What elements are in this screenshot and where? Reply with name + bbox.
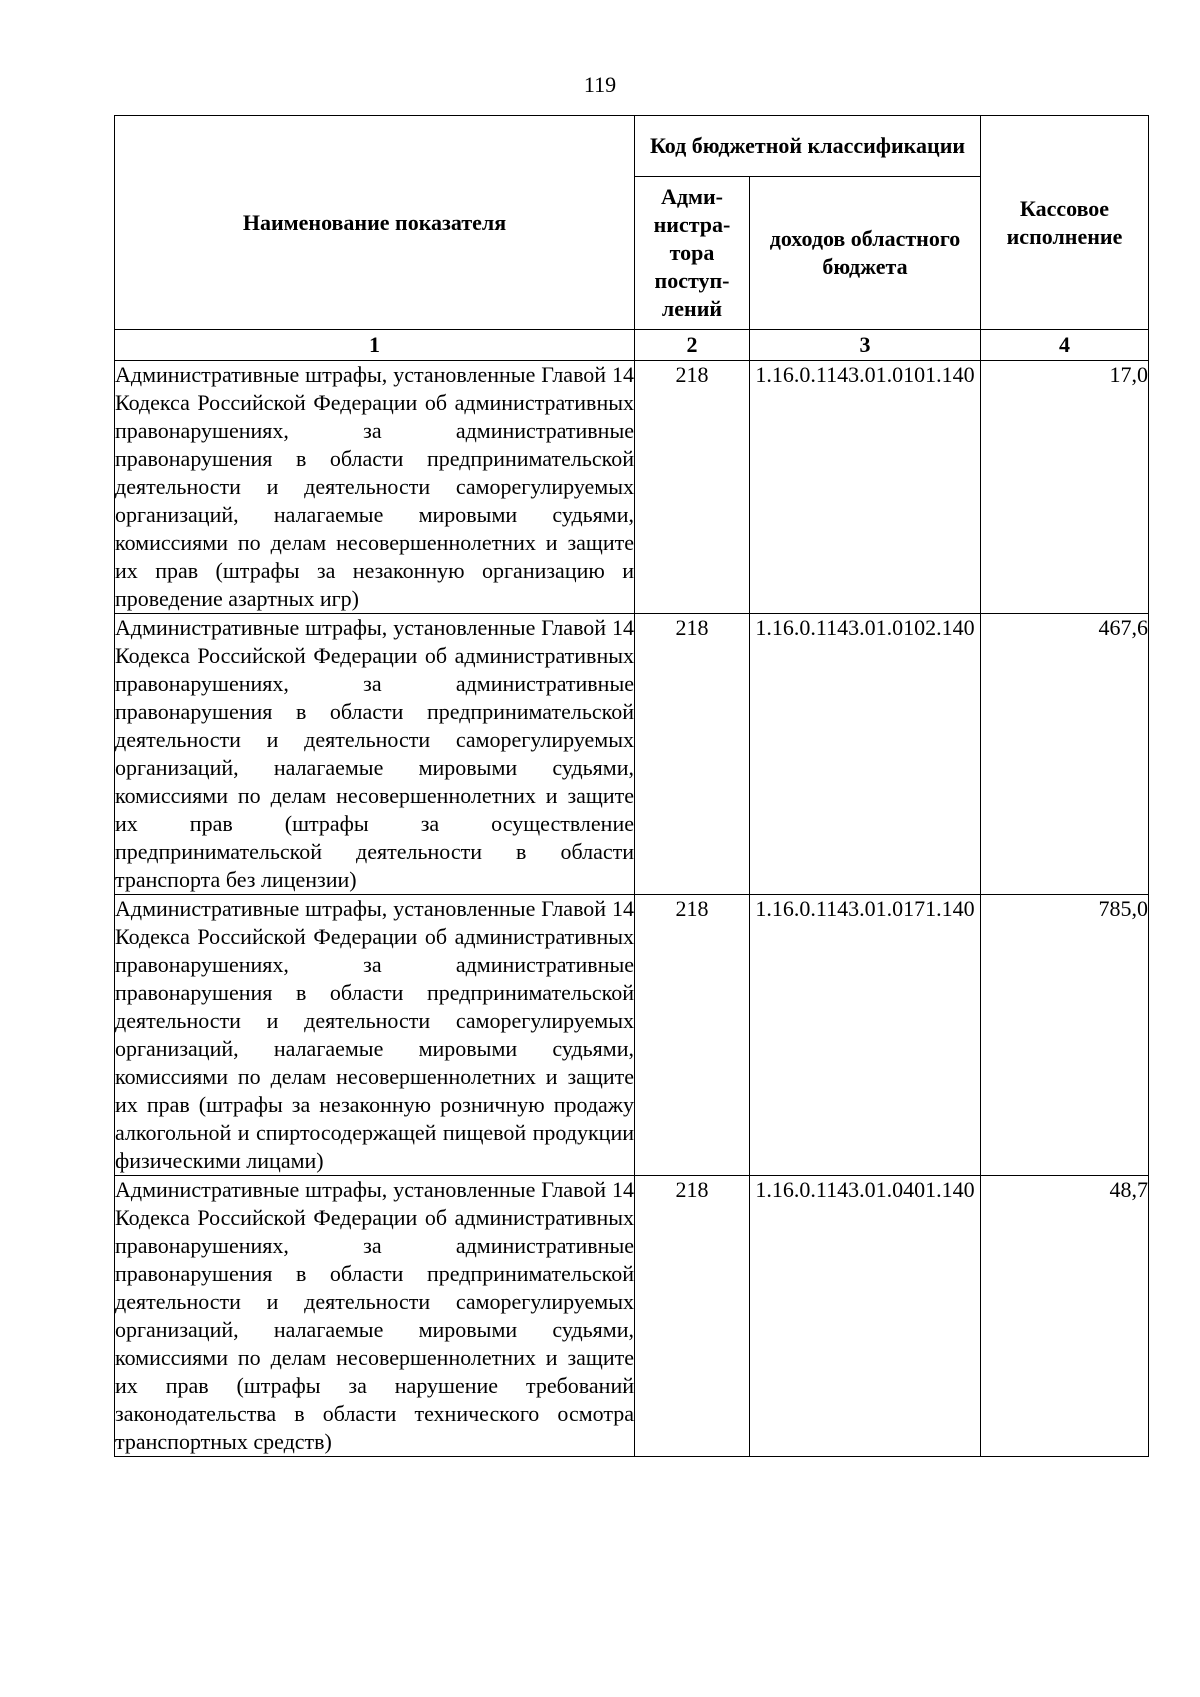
header-admin-revenue: Адми-нистра-тора поступ-лений <box>635 177 750 330</box>
row-amount: 17,0 <box>981 361 1149 614</box>
column-number-4: 4 <box>981 330 1149 361</box>
row-revenue-code: 1.16.0.1143.01.0102.140 <box>750 614 981 895</box>
row-admin-code: 218 <box>635 361 750 614</box>
row-admin-code: 218 <box>635 895 750 1176</box>
table-row <box>115 614 1149 895</box>
column-number-row <box>115 330 1149 361</box>
row-indicator-name: Административные штрафы, установленные Главой 14 Кодекса Российской Федерации об административных правонарушениях, за административные правонарушения в области предпринимательской деятельности и деятельности саморегулируемых организаций, налагаемые мировыми судьями, комиссиями по делам несовершеннолетних и защите их прав (штрафы за незаконную организацию и проведение азартных игр) <box>115 361 635 614</box>
row-revenue-code: 1.16.0.1143.01.0171.140 <box>750 895 981 1176</box>
column-number-2: 2 <box>635 330 750 361</box>
row-indicator-name: Административные штрафы, установленные Главой 14 Кодекса Российской Федерации об административных правонарушениях, за административные правонарушения в области предпринимательской деятельности и деятельности саморегулируемых организаций, налагаемые мировыми судьями, комиссиями по делам несовершеннолетних и защите их прав (штрафы за незаконную розничную продажу алкогольной и спиртосодержащей пищевой продукции физическими лицами) <box>115 895 635 1176</box>
header-row-1 <box>115 116 1149 177</box>
row-admin-code: 218 <box>635 614 750 895</box>
header-budget-code: Код бюджетной классификации <box>635 116 981 177</box>
table-row <box>115 895 1149 1176</box>
row-indicator-name: Административные штрафы, установленные Главой 14 Кодекса Российской Федерации об административных правонарушениях, за административные правонарушения в области предпринимательской деятельности и деятельности саморегулируемых организаций, налагаемые мировыми судьями, комиссиями по делам несовершеннолетних и защите их прав (штрафы за осуществление предпринимательской деятельности в области транспорта без лицензии) <box>115 614 635 895</box>
page-number: 119 <box>583 72 617 97</box>
table-row <box>115 1176 1149 1457</box>
row-amount: 48,7 <box>981 1176 1149 1457</box>
row-indicator-name: Административные штрафы, установленные Главой 14 Кодекса Российской Федерации об административных правонарушениях, за административные правонарушения в области предпринимательской деятельности и деятельности саморегулируемых организаций, налагаемые мировыми судьями, комиссиями по делам несовершеннолетних и защите их прав (штрафы за нарушение требований законодательства в области технического осмотра транспортных средств) <box>115 1176 635 1457</box>
row-revenue-code: 1.16.0.1143.01.0101.140 <box>750 361 981 614</box>
header-regional-revenue: доходов областного бюджета <box>750 177 981 330</box>
row-amount: 785,0 <box>981 895 1149 1176</box>
header-indicator-name: Наименование показателя <box>115 116 635 330</box>
table-row <box>115 361 1149 614</box>
column-number-3: 3 <box>750 330 981 361</box>
column-number-1: 1 <box>115 330 635 361</box>
budget-table <box>114 115 1149 1457</box>
row-revenue-code: 1.16.0.1143.01.0401.140 <box>750 1176 981 1457</box>
row-admin-code: 218 <box>635 1176 750 1457</box>
row-amount: 467,6 <box>981 614 1149 895</box>
header-cash-execution: Кассовое исполнение <box>981 116 1149 330</box>
